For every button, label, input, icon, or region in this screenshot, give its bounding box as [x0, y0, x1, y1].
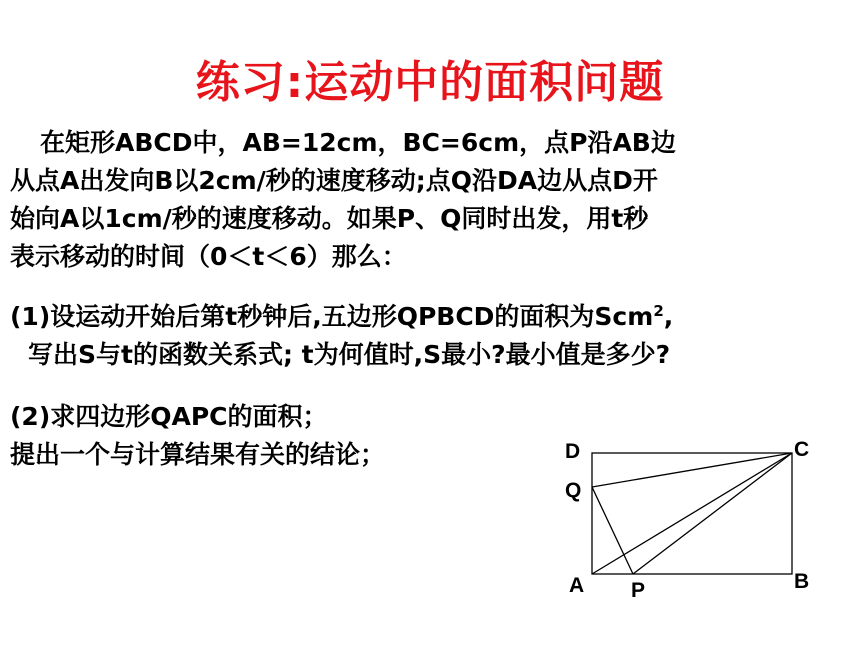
figure-lines	[592, 453, 792, 574]
segment-ac	[592, 453, 792, 574]
label-c: C	[794, 438, 810, 461]
question-1-text: (1)设运动开始后第t秒钟后,五边形QPBCD的面积为Scm	[10, 302, 654, 331]
question-2-line-2: 提出一个与计算结果有关的结论；	[10, 440, 386, 469]
problem-line-2: 从点A出发向B以2cm/秒的速度移动;点Q沿DA边从点D开	[10, 166, 658, 195]
question-2-line-1: (2)求四边形QAPC的面积；	[10, 402, 328, 431]
segment-pc	[633, 453, 792, 574]
superscript-2: 2	[653, 302, 664, 320]
question-1-comma: ,	[663, 302, 674, 331]
problem-line-1: 在矩形ABCD中，AB=12cm，BC=6cm，点P沿AB边	[40, 128, 676, 157]
label-d: D	[565, 440, 581, 463]
problem-line-4: 表示移动的时间（0＜t＜6）那么：	[10, 242, 407, 271]
slide-title: 练习:运动中的面积问题	[195, 57, 665, 108]
label-a: A	[569, 574, 585, 597]
question-1-line-2: 写出S与t的函数关系式; t为何值时,S最小?最小值是多少?	[28, 340, 671, 369]
label-q: Q	[565, 479, 582, 502]
label-p: P	[631, 579, 646, 602]
problem-line-3: 始向A以1cm/秒的速度移动。如果P、Q同时出发，用t秒	[10, 204, 649, 233]
segment-qc	[592, 453, 792, 487]
label-b: B	[794, 570, 810, 593]
